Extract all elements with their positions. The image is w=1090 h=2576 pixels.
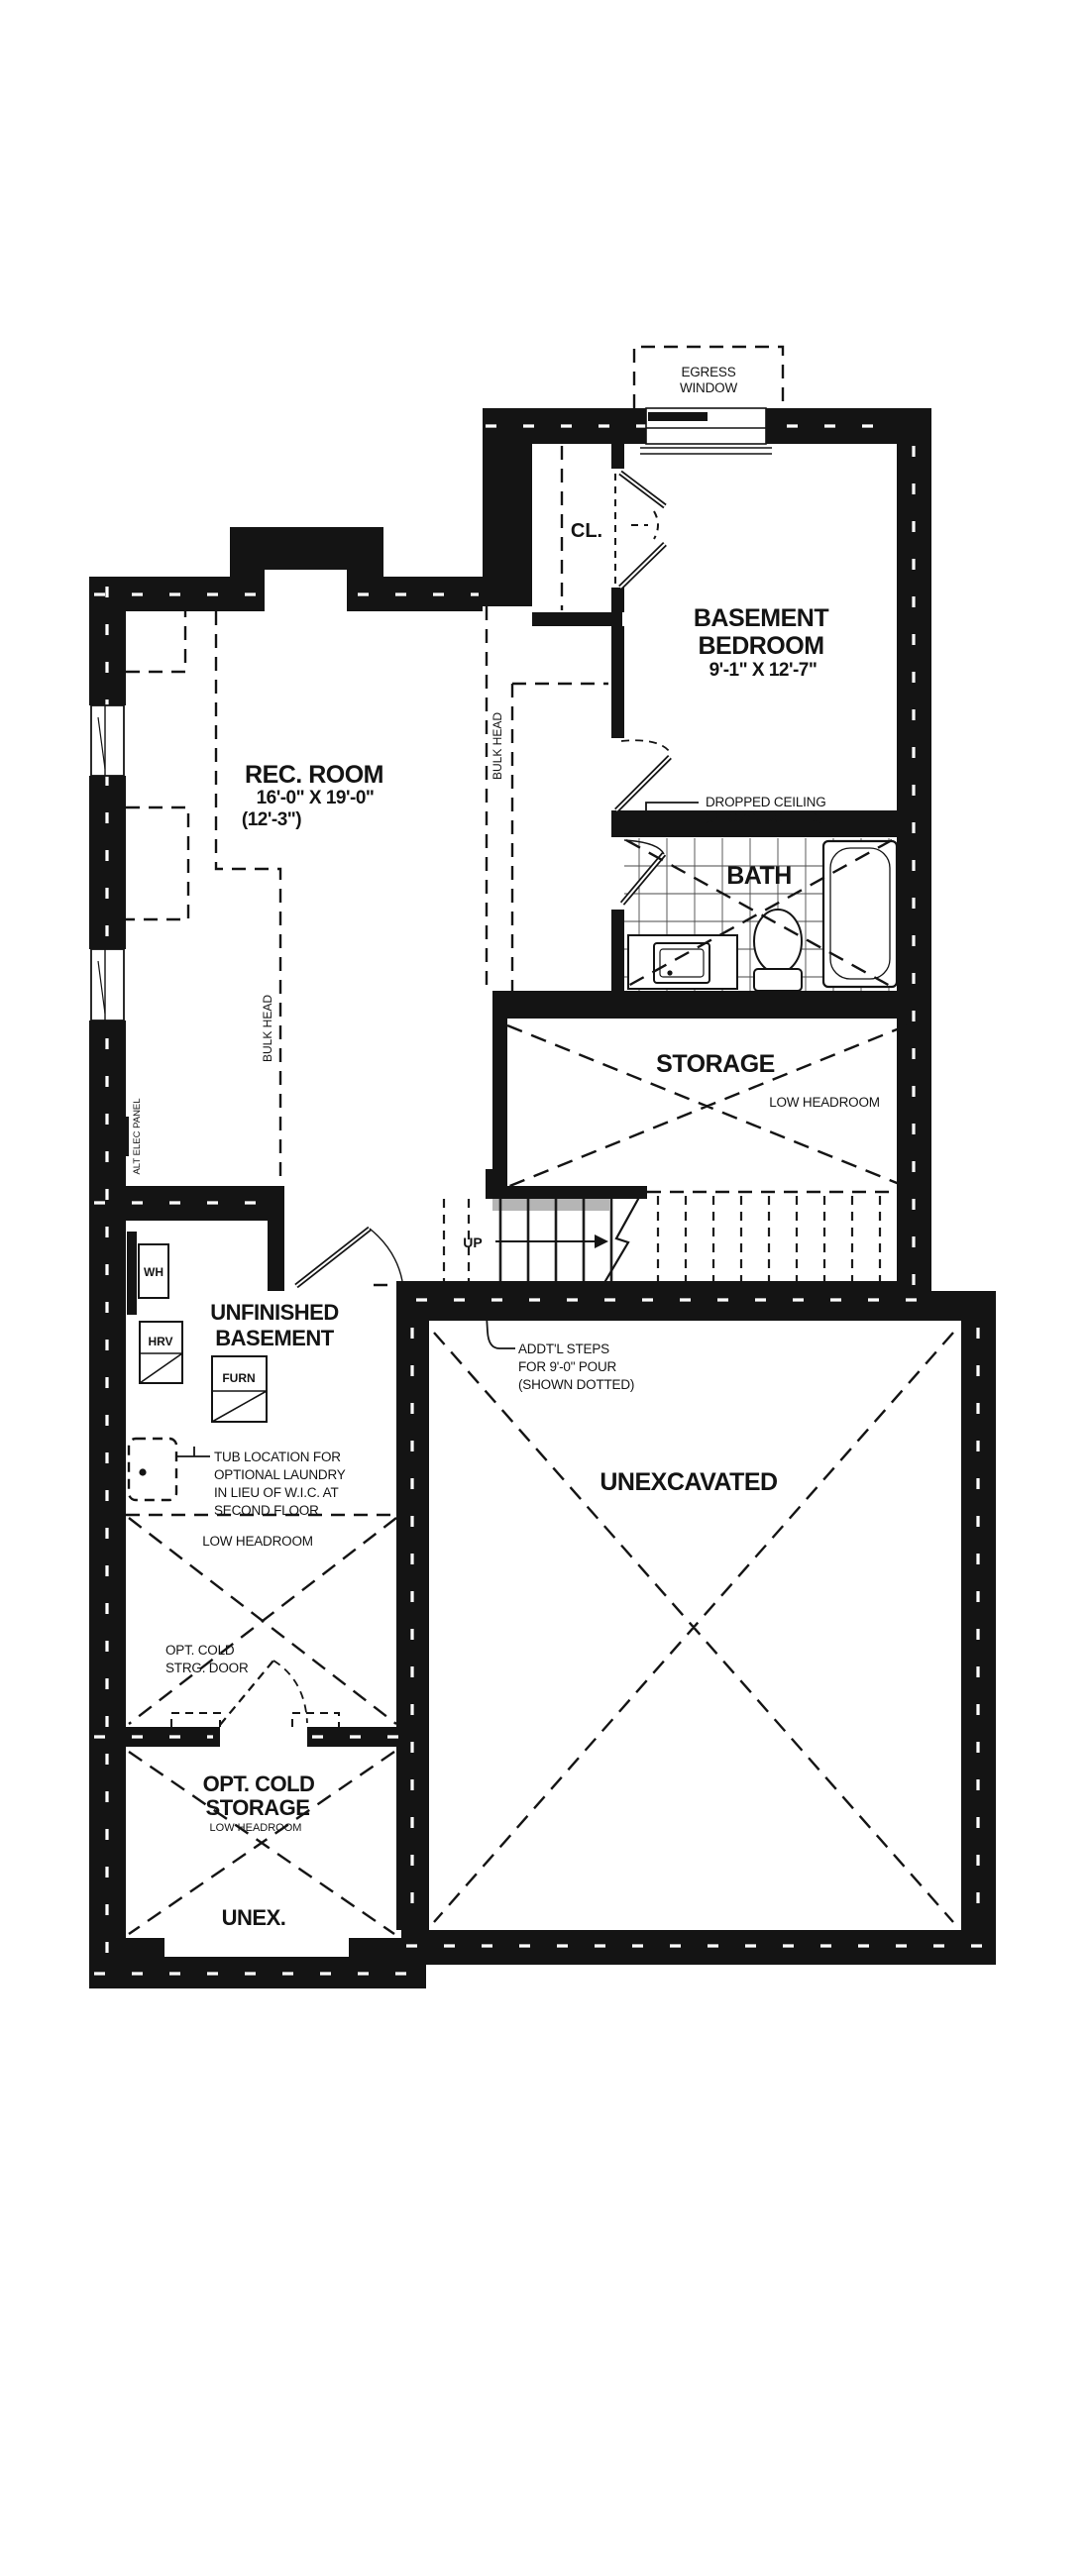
- bedroom-label-2: BEDROOM: [698, 632, 824, 660]
- egress-window-label-2: WINDOW: [679, 380, 738, 395]
- egress-window: [640, 408, 772, 454]
- windows: [91, 408, 772, 1020]
- bedroom-label-1: BASEMENT: [693, 604, 829, 632]
- walls-path: [89, 408, 996, 1988]
- bathtub-outer: [823, 841, 897, 987]
- egress-window-label-1: EGRESS: [681, 365, 736, 379]
- bath-sink-drain: [667, 970, 672, 975]
- unfinished-basement-label-1: UNFINISHED: [210, 1300, 339, 1325]
- stair-landing-band: [492, 1199, 609, 1211]
- tub-location-label-4: SECOND FLOOR: [214, 1503, 319, 1518]
- unfinished-basement-door: [296, 1229, 402, 1286]
- stairs: [444, 1192, 880, 1286]
- hrv-box: [140, 1322, 182, 1383]
- left-window-upper-frame: [91, 705, 124, 776]
- dropped-ceiling-label-2: (SHOWN DOTTED): [706, 810, 822, 825]
- rec-room-label: REC. ROOM: [245, 761, 383, 789]
- bedroom-door: [616, 740, 672, 810]
- addtl-steps-label-2: FOR 9'-0" POUR: [518, 1359, 617, 1374]
- tub-location-label-2: OPTIONAL LAUNDRY: [214, 1467, 346, 1482]
- furnace-label: FURN: [222, 1371, 256, 1385]
- up-arrow-head: [595, 1234, 608, 1248]
- hrv-label: HRV: [148, 1335, 173, 1348]
- bath-label: BATH: [726, 862, 792, 890]
- tub-location-box: [129, 1439, 176, 1500]
- storage-low-headroom-label: LOW HEADROOM: [769, 1095, 880, 1110]
- cold-storage-label-2: STORAGE: [205, 1795, 310, 1820]
- bulk-head-label-rec: BULK HEAD: [261, 994, 274, 1063]
- tub-location-label-3: IN LIEU OF W.I.C. AT: [214, 1485, 339, 1500]
- rec-room-alt-dims: (12'-3"): [241, 809, 302, 830]
- unfin-door-leaf-inner: [296, 1229, 370, 1286]
- unexcavated-label: UNEXCAVATED: [600, 1468, 778, 1496]
- storage-label: STORAGE: [656, 1050, 775, 1078]
- left-window-upper: [91, 705, 124, 776]
- cold-door-label-2: STRG. DOOR: [165, 1661, 249, 1675]
- bedroom-door-swing: [621, 740, 672, 755]
- water-heater-label: WH: [144, 1265, 164, 1279]
- dropped-ceiling-label-1: DROPPED CEILING: [706, 795, 826, 809]
- unfinished-low-headroom-label: LOW HEADROOM: [202, 1534, 313, 1549]
- closet-label: CL.: [570, 520, 603, 542]
- cold-door-label-1: OPT. COLD: [165, 1643, 235, 1658]
- addtl-steps-label-1: ADDT'L STEPS: [518, 1342, 609, 1356]
- cold-storage-label-1: OPT. COLD: [202, 1771, 315, 1796]
- toilet-tank: [754, 969, 802, 991]
- egress-window-sash: [648, 412, 708, 421]
- unfin-door-swing: [370, 1229, 402, 1281]
- left-window-lower-frame: [91, 949, 124, 1020]
- cold-door-jambs: [171, 1713, 339, 1727]
- addtl-steps-label-3: (SHOWN DOTTED): [518, 1377, 635, 1392]
- cold-door-swing: [273, 1661, 307, 1723]
- optional-tub-outline: [129, 1439, 176, 1500]
- egress-window-sill: [640, 448, 772, 454]
- closet-bifold-doors: [615, 473, 665, 588]
- bedroom-dims: 9'-1" X 12'-7": [708, 660, 818, 681]
- tub-location-label-1: TUB LOCATION FOR: [214, 1449, 341, 1464]
- toilet-bowl: [754, 910, 802, 973]
- tub-location-drain: [139, 1468, 146, 1475]
- bath-door-leaf-inner: [622, 854, 664, 904]
- left-window-lower: [91, 949, 124, 1020]
- walls: [89, 408, 996, 1988]
- unfinished-basement-label-2: BASEMENT: [215, 1326, 334, 1350]
- furnace-box: [212, 1356, 267, 1422]
- up-label: UP: [463, 1234, 483, 1250]
- rec-room-dims: 16'-0" X 19'-0": [256, 788, 375, 808]
- bulk-head-label-hall: BULK HEAD: [490, 711, 504, 781]
- cold-storage-low-headroom-label: LOW HEADROOM: [209, 1822, 302, 1834]
- alt-elec-panel-label: ALT ELEC PANEL: [132, 1098, 143, 1175]
- cold-storage-unex-label: UNEX.: [221, 1905, 286, 1930]
